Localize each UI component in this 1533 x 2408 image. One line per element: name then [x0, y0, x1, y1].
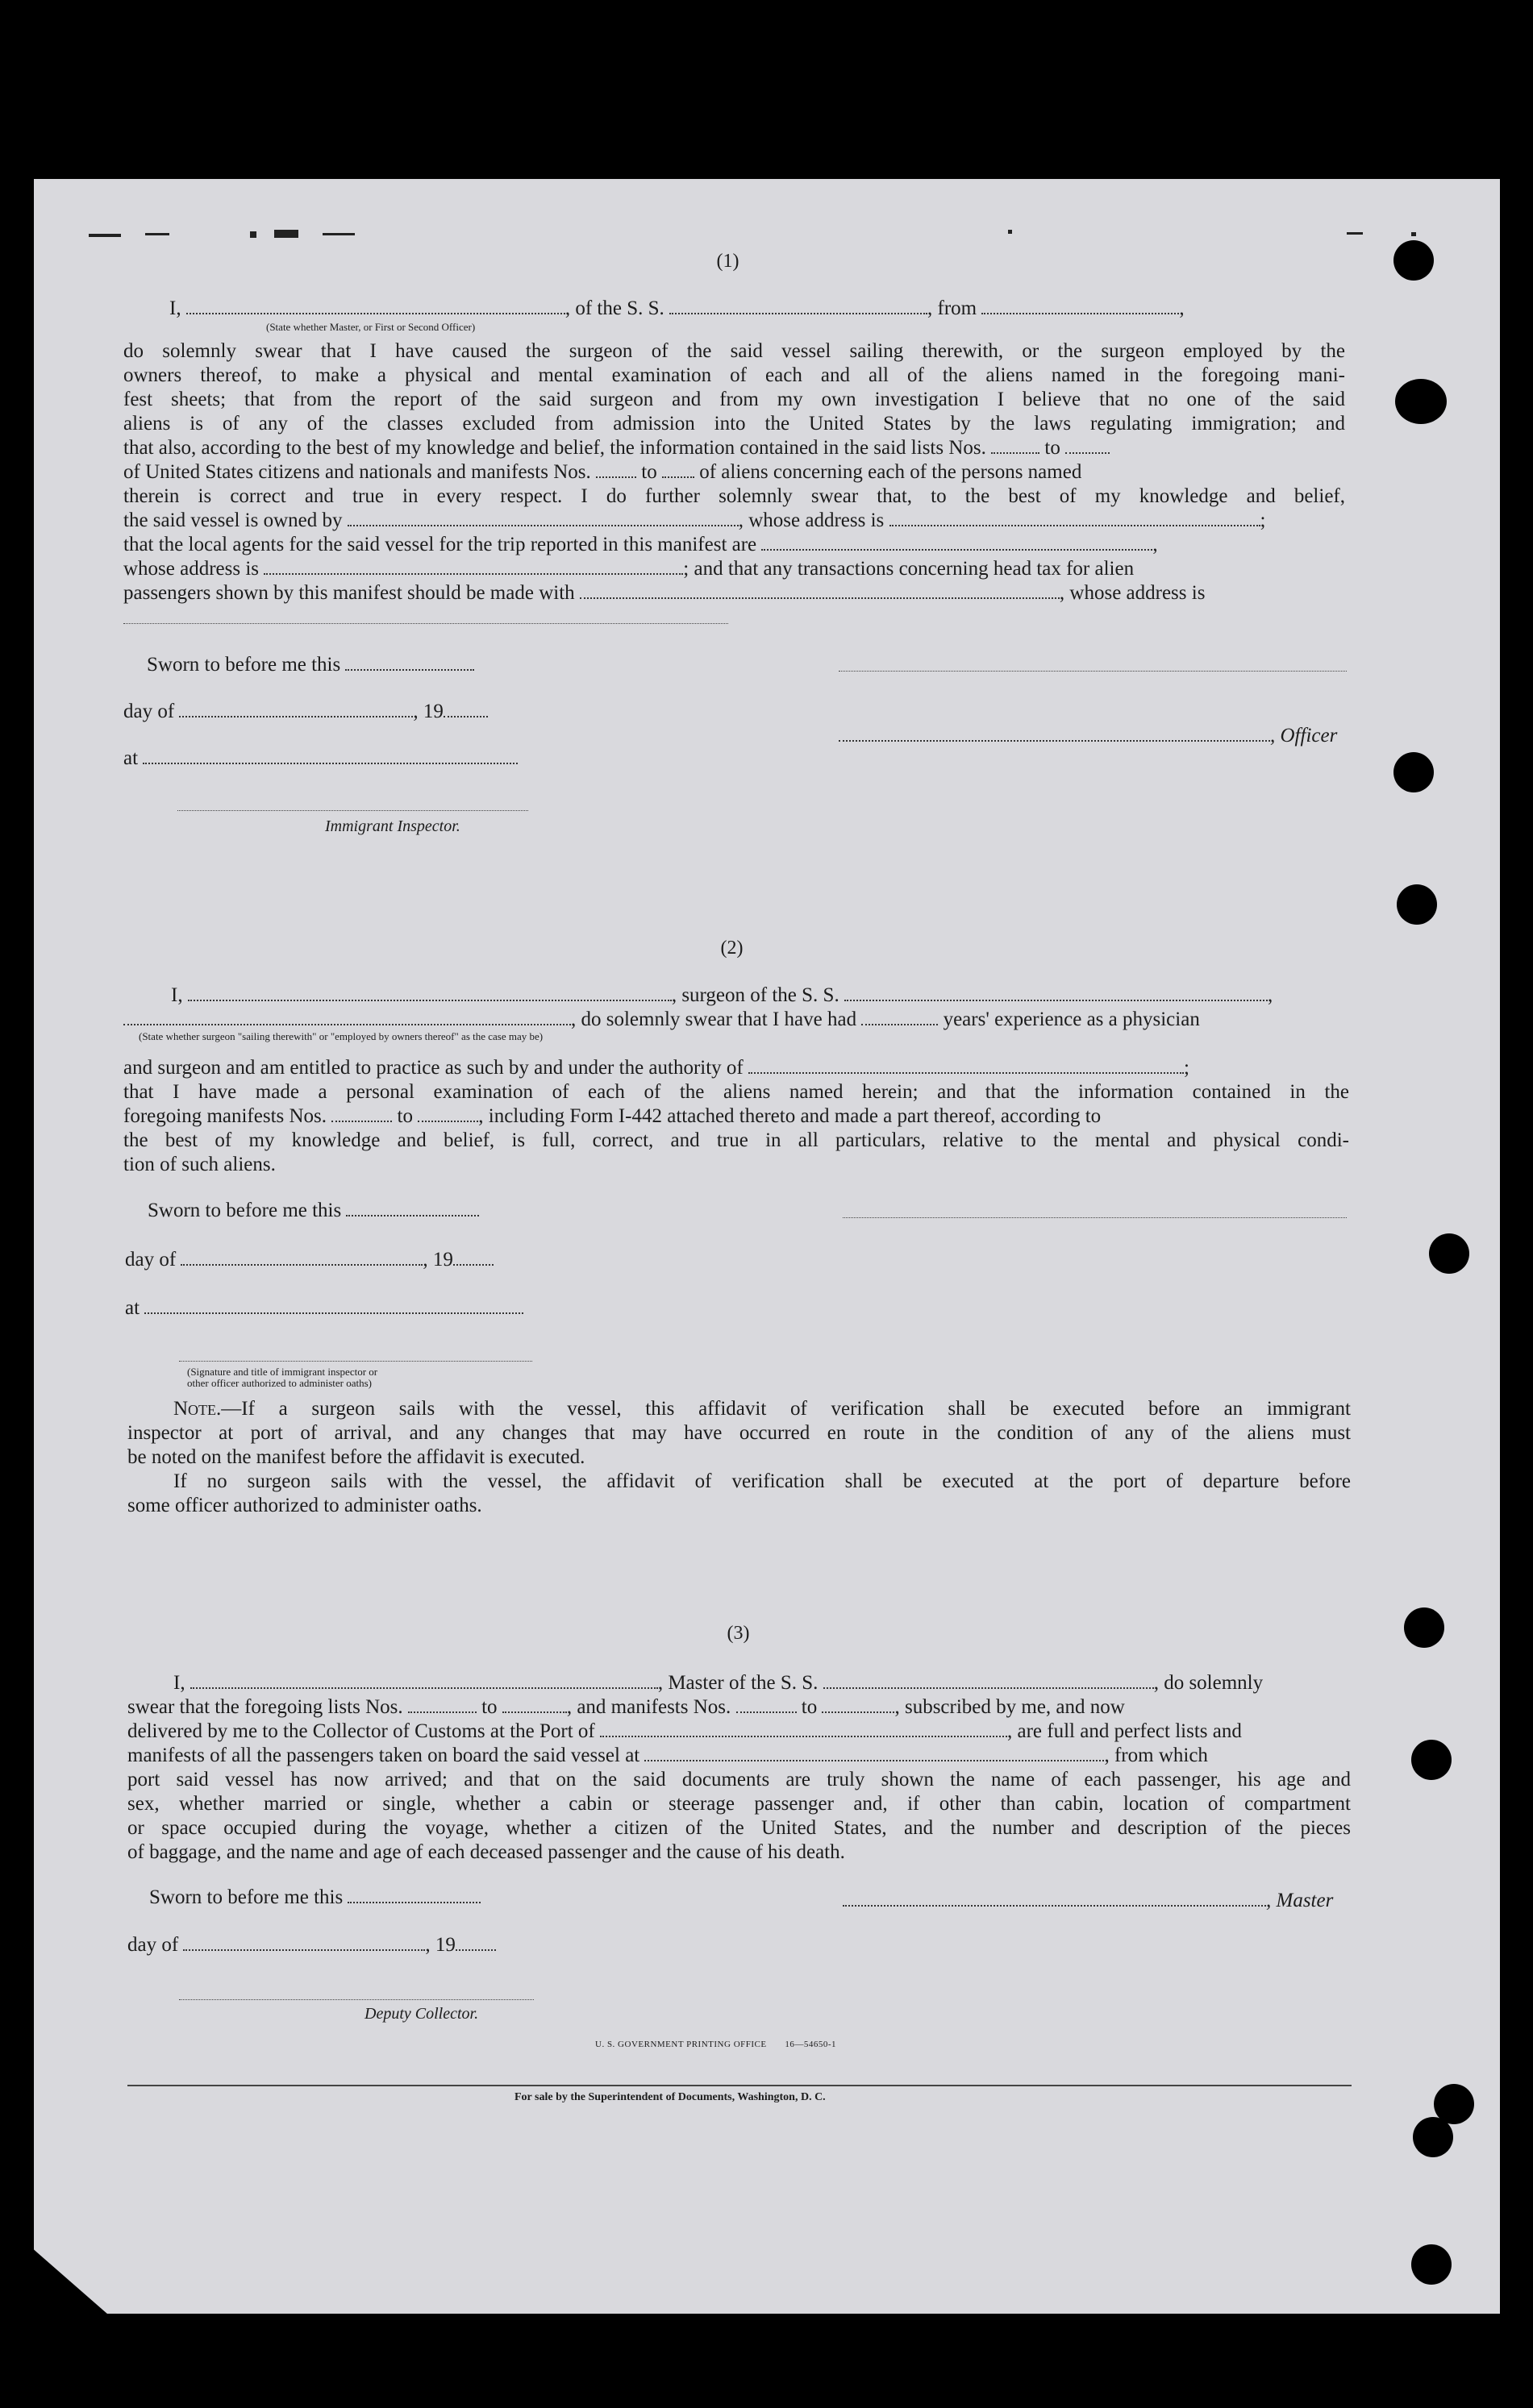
sale-note: For sale by the Superintendent of Documents, Washington, D. C.: [514, 2091, 826, 2103]
section-number: (1): [716, 251, 739, 272]
surgeon-signature-line: [843, 1217, 1347, 1218]
note-text: be noted on the manifest before the affidavit is executed.: [127, 1446, 585, 1468]
note-text: Note.—If a surgeon sails with the vessel, this affidavit of verification shall be executed before an immigrant: [173, 1398, 1351, 1420]
text-line: , do solemnly swear that I have had years' experience as a physician: [123, 1008, 1200, 1032]
text-line: that I have made a personal examination of each of the aliens named herein; and that the information contained in the: [123, 1081, 1349, 1103]
text-line: whose address is ; and that any transactions concerning head tax for alien: [123, 558, 1135, 580]
text-line: foregoing manifests Nos. to , including Form I-442 attached thereto and made a part thereof, according to: [123, 1105, 1102, 1127]
text-line: owners thereof, to make a physical and mental examination of each and all of the aliens named in the foregoing mani-: [123, 364, 1345, 386]
text-line: of baggage, and the name and age of each deceased passenger and the cause of his death.: [127, 1841, 845, 1863]
text-line: I, , of the S. S. , from ,: [169, 297, 1185, 319]
collector-signature-line: [179, 1999, 534, 2000]
punch-hole: [1411, 1740, 1452, 1780]
text-line: delivered by me to the Collector of Customs at the Port of , are full and perfect lists and: [127, 1720, 1242, 1742]
note-text: some officer authorized to administer oaths.: [127, 1495, 482, 1516]
text-line: that also, according to the best of my knowledge and belief, the information contained in the said lists Nos. to: [123, 436, 1110, 460]
inspector-signature-line: [177, 810, 528, 811]
punch-hole: [1429, 1233, 1469, 1274]
punch-hole: [1393, 240, 1434, 281]
blank-line: [123, 623, 728, 624]
officer-signature-line: [839, 671, 1347, 672]
text-line: the said vessel is owned by , whose address is ;: [123, 509, 1266, 531]
text-line: port said vessel has now arrived; and that on the said documents are truly shown the name of each passenger, his age and: [127, 1769, 1351, 1790]
inspector-label: Immigrant Inspector.: [325, 817, 460, 835]
inspector-signature-line: [179, 1361, 532, 1362]
text-line: manifests of all the passengers taken on board the said vessel at , from which: [127, 1745, 1208, 1766]
text-line: that the local agents for the said vessel for the trip reported in this manifest are ,: [123, 534, 1158, 555]
section-number: (3): [727, 1623, 750, 1644]
text-line: or space occupied during the voyage, whether a citizen of the United States, and the number and description of the pieces: [127, 1817, 1351, 1839]
text-line: fest sheets; that from the report of the said surgeon and from my own investigation I believe that no one of the said: [123, 389, 1345, 410]
at-label: at: [123, 747, 518, 771]
text-line: therein is correct and true in every respect. I do further solemnly swear that, to the best of my knowledge and belief,: [123, 485, 1345, 507]
text-line: and surgeon and am entitled to practice as such by and under the authority of ;: [123, 1057, 1189, 1079]
note-text: inspector at port of arrival, and any changes that may have occurred en route in the condition of any of the aliens must: [127, 1422, 1351, 1444]
at-label: at: [125, 1296, 523, 1320]
text-line: passengers shown by this manifest should be made with , whose address is: [123, 582, 1206, 604]
signature-hint: other officer authorized to administer oaths): [187, 1377, 372, 1389]
field-hint: (State whether Master, or First or Second Officer): [266, 321, 476, 333]
text-line: I, , Master of the S. S. , do solemnly: [173, 1672, 1264, 1694]
note-text: If no surgeon sails with the vessel, the affidavit of verification shall be executed at the port of departure before: [173, 1470, 1351, 1492]
footer-rule: [127, 2085, 1352, 2086]
printing-office: U. S. GOVERNMENT PRINTING OFFICE 16—54650-1: [595, 2040, 837, 2049]
punch-hole: [1395, 379, 1447, 424]
punch-hole: [1404, 1607, 1444, 1648]
punch-hole: [1393, 752, 1434, 792]
punch-hole: [1413, 2117, 1453, 2157]
day-of-label: day of , 19: [123, 700, 488, 724]
text-line: sex, whether married or single, whether a cabin or steerage passenger and, if other than cabin, location of compartment: [127, 1793, 1351, 1815]
text-line: of United States citizens and nationals and manifests Nos. to of aliens concerning each of the persons named: [123, 461, 1082, 483]
day-of-label: day of , 19: [125, 1248, 494, 1272]
sworn-label: Sworn to before me this: [148, 1199, 479, 1223]
text-line: swear that the foregoing lists Nos. to , and manifests Nos. to , subscribed by me, and now: [127, 1696, 1125, 1718]
sworn-label: Sworn to before me this: [149, 1886, 481, 1910]
sworn-label: Sworn to before me this: [147, 653, 474, 677]
signature-hint: (Signature and title of immigrant inspector or: [187, 1366, 378, 1378]
day-of-label: day of , 19: [127, 1933, 496, 1957]
text-line: do solemnly swear that I have caused the surgeon of the said vessel sailing therewith, or the surgeon employed by the: [123, 340, 1345, 362]
collector-label: Deputy Collector.: [365, 2005, 479, 2023]
officer-label: , Officer: [839, 724, 1337, 748]
punch-hole: [1411, 2244, 1452, 2285]
text-line: tion of such aliens.: [123, 1154, 276, 1175]
section-number: (2): [720, 938, 744, 959]
text-line: I, , surgeon of the S. S. ,: [171, 984, 1273, 1006]
field-hint: (State whether surgeon "sailing therewith" or "employed by owners thereof" as the case may be): [139, 1030, 544, 1042]
master-label: , Master: [843, 1889, 1333, 1913]
text-line: aliens is of any of the classes excluded from admission into the United States by the laws regulating immigration; and: [123, 413, 1345, 435]
text-line: the best of my knowledge and belief, is full, correct, and true in all particulars, relative to the mental and physical condi-: [123, 1129, 1349, 1151]
scan-noise: [89, 230, 1460, 246]
punch-hole: [1397, 884, 1437, 925]
